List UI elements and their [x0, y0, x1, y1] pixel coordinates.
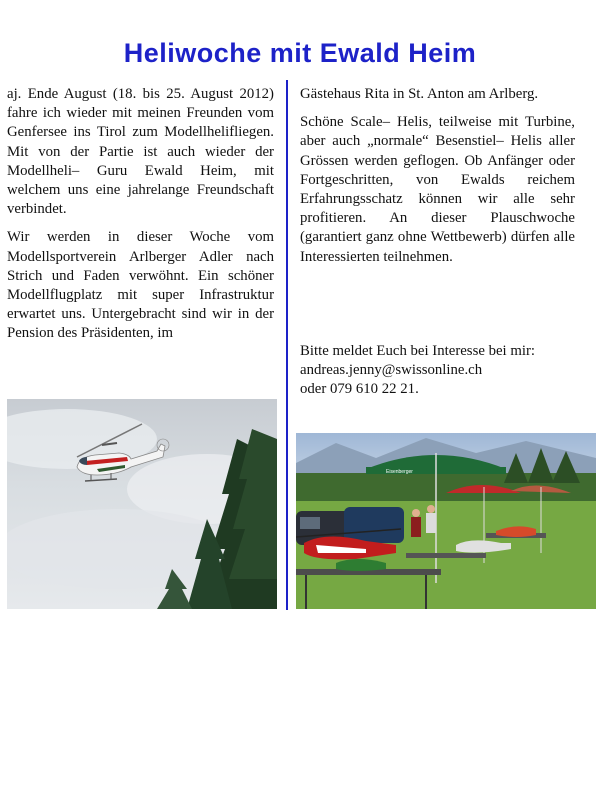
contact-intro: Bitte meldet Euch bei Interesse bei mir:	[300, 343, 536, 359]
umbrella-label: Eisenberger	[386, 469, 413, 475]
helicopter-photo	[7, 399, 277, 609]
contact-phone: oder 079 610 22 21.	[300, 381, 419, 398]
paragraph: aj. Ende August (18. bis 25. August 2012) fahre ich wieder mit meinen Freunden vom Genfersee ins Tirol zum Modellhelifliegen. Mit von der Partie ist auch wieder der Modellheli– Guru Ewald Heim, mit welchem uns eine jahrelange Freundschaft verbindet.	[7, 86, 274, 218]
left-column	[7, 85, 274, 344]
paragraph: Gästehaus Rita in St. Anton am Arlberg.	[300, 86, 539, 102]
column-divider	[286, 80, 288, 610]
right-column	[300, 85, 575, 267]
contact-block	[300, 342, 575, 400]
airfield-photo	[296, 433, 596, 609]
paragraph: Schöne Scale– Helis, teilweise mit Turbine, aber auch „normale“ Besenstiel– Helis aller Grössen werden geflogen. Ob Anfänger oder Fortgeschritten, von Ewalds reichem Erfahrungsschatz können wir alle sehr profitieren. An dieser Plauschwoche (garantiert ganz ohne Wettbewerb) dürfen alle Interessierten teilnehmen.	[300, 114, 575, 265]
page-title: Heliwoche mit Ewald Heim	[123, 38, 477, 68]
contact-email[interactable]: andreas.jenny@swissonline.ch	[300, 362, 483, 379]
paragraph: Wir werden in dieser Woche vom Modellsportverein Arlberger Adler nach Strich und Faden verwöhnt. Ein schöner Modellflugplatz mit super Infrastruktur erwartet uns. Untergebracht sind wir in der Pension des Präsidenten, im	[7, 229, 274, 342]
